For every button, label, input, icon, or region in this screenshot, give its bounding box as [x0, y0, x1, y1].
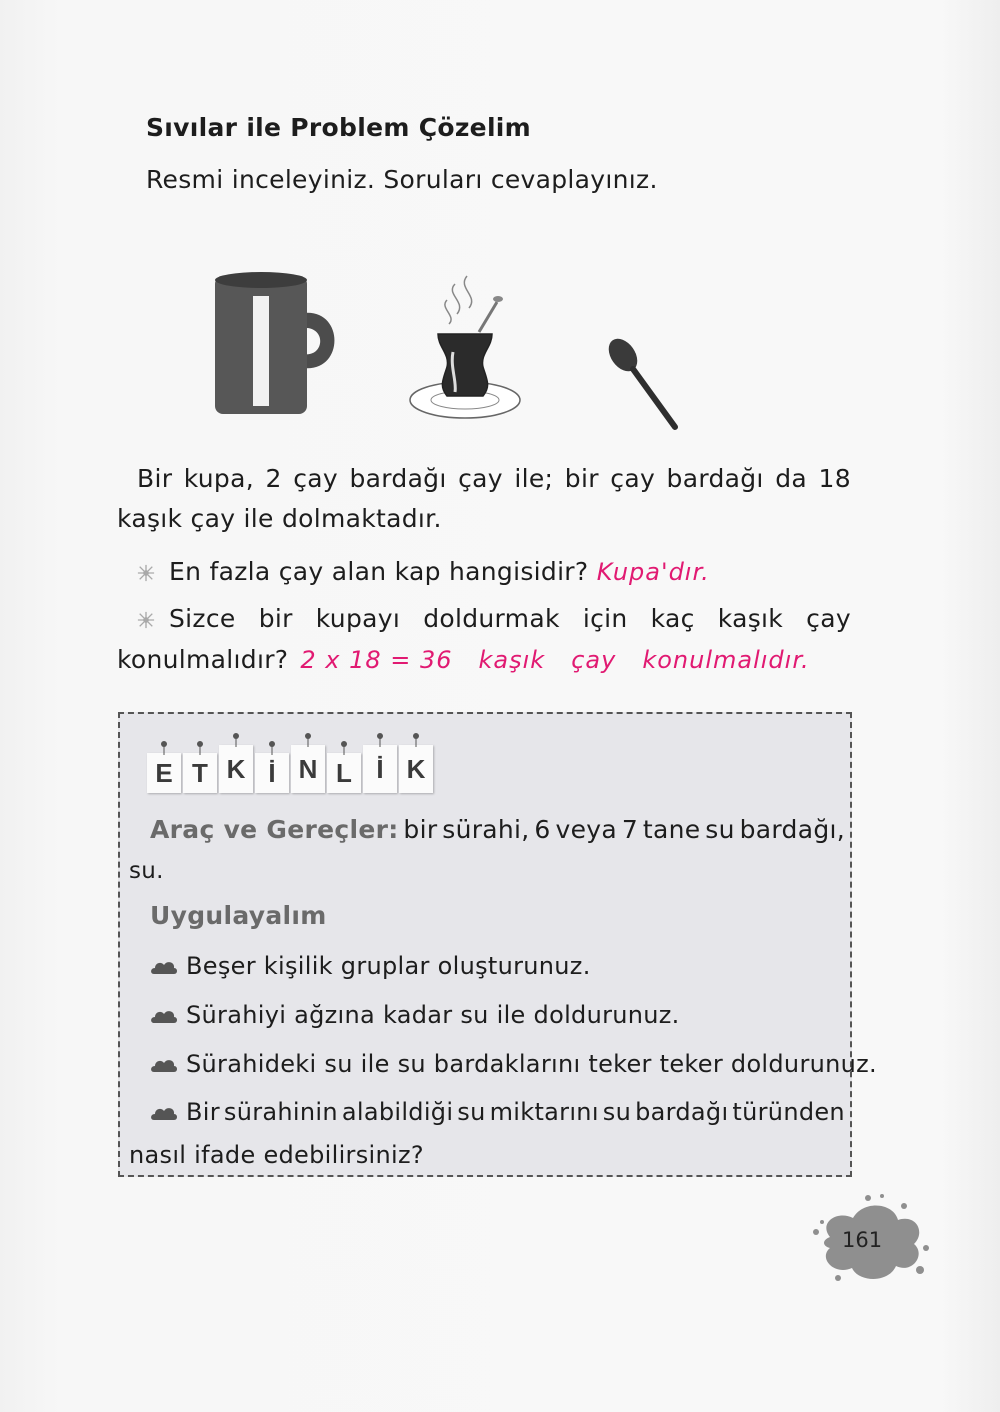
pin-icon: [161, 741, 167, 755]
step-4-first-word: [150, 1098, 220, 1126]
pin-icon: [341, 741, 347, 755]
activity-step: [150, 1050, 877, 1078]
pin-icon: [233, 733, 239, 747]
word: su: [602, 1098, 632, 1126]
activity-step: [150, 952, 591, 980]
activity-heading: [147, 737, 435, 793]
heading-letter: K: [226, 753, 246, 784]
word: sürahinin: [223, 1098, 338, 1126]
question-1: [137, 557, 710, 586]
spoon-icon: [603, 335, 683, 435]
word: için: [582, 604, 628, 633]
word: kupayı: [315, 604, 401, 633]
heading-letter-card: [255, 753, 289, 793]
question-2-answer: [300, 646, 835, 674]
heading-letter: K: [406, 753, 426, 784]
heading-letter-card: [291, 745, 325, 793]
heading-letter-card: [183, 753, 217, 793]
pin-icon: [197, 741, 203, 755]
question-2-line2: [117, 645, 836, 674]
word: veya: [555, 815, 617, 844]
word: miktarını: [489, 1098, 599, 1126]
question-2-line1: [137, 604, 851, 633]
word: bardağı: [635, 1098, 729, 1126]
heading-letter: N: [298, 753, 318, 784]
cloud-bullet-icon: [150, 958, 178, 976]
word: 7: [621, 815, 639, 844]
tools-line2: su.: [129, 858, 164, 884]
page-title: Sıvılar ile Problem Çözelim: [146, 113, 532, 142]
word: 6: [534, 815, 551, 844]
word: ile;: [514, 464, 554, 493]
activity-step: [150, 1001, 680, 1029]
word: Sizce: [169, 604, 236, 633]
heading-letter: İ: [268, 757, 276, 788]
step-text: Sürahiyi ağzına kadar su ile doldurunuz.: [186, 1001, 680, 1029]
word: 2: [265, 464, 282, 493]
tools-line1: [150, 815, 845, 844]
word: su: [705, 815, 735, 844]
heading-letter: E: [155, 757, 173, 788]
word: bardağı,: [739, 815, 845, 844]
word: bir: [564, 464, 599, 493]
heading-letter: L: [336, 757, 352, 788]
word: da: [775, 464, 807, 493]
question-1-answer: Kupa'dır.: [596, 558, 710, 586]
word: türünden: [732, 1098, 845, 1126]
word: kupa,: [183, 464, 254, 493]
tools-label: Araç ve Gereçler:: [150, 815, 399, 844]
heading-letter-card: [399, 745, 433, 793]
cloud-bullet-icon: [150, 1056, 178, 1074]
word: sürahi,: [442, 815, 530, 844]
pin-icon: [377, 733, 383, 747]
heading-letter-card: [147, 753, 181, 793]
heading-letter-card: [327, 753, 361, 793]
star-bullet-icon: [137, 564, 155, 582]
answer-word: kaşık: [478, 646, 546, 674]
word: alabildiği: [341, 1098, 454, 1126]
heading-letter-card: [363, 745, 397, 793]
word: çay: [610, 464, 656, 493]
problem-text-line2: kaşık çay ile dolmaktadır.: [117, 504, 442, 533]
pin-icon: [269, 741, 275, 755]
problem-text-line1: [137, 464, 851, 493]
mug-icon: [205, 268, 345, 418]
word: bardağı: [349, 464, 447, 493]
word: doldurmak: [423, 604, 560, 633]
cloud-bullet-icon: [150, 1104, 178, 1122]
tea-glass-icon: [405, 272, 530, 432]
word: çay: [458, 464, 503, 493]
word: tane: [642, 815, 701, 844]
answer-word: çay: [571, 646, 617, 674]
heading-letter: İ: [376, 753, 384, 784]
word: kaşık: [717, 604, 784, 633]
step-text: Sürahideki su ile su bardaklarını teker teker doldurunuz.: [186, 1050, 877, 1078]
answer-word: 2 x 18 = 36: [300, 646, 453, 674]
step-text: Beşer kişilik gruplar oluşturunuz.: [186, 952, 591, 980]
apply-title: Uygulayalım: [150, 901, 327, 930]
activity-step-4-line2: nasıl ifade edebilirsiniz?: [129, 1141, 424, 1169]
word: çay: [293, 464, 338, 493]
heading-letter-card: [219, 745, 253, 793]
word: bardağı: [666, 464, 764, 493]
word: 18: [818, 464, 851, 493]
word: bir: [258, 604, 293, 633]
question-1-text: En fazla çay alan kap hangisidir?: [169, 557, 589, 586]
question-2-first-word: [137, 604, 236, 633]
pin-icon: [413, 733, 419, 747]
answer-word: konulmalıdır.: [642, 646, 810, 674]
word: su: [457, 1098, 486, 1126]
word: çay: [806, 604, 851, 633]
cloud-bullet-icon: [150, 1007, 178, 1025]
word: bir: [403, 815, 438, 844]
word: kaç: [650, 604, 695, 633]
pin-icon: [305, 733, 311, 747]
star-bullet-icon: [137, 611, 155, 629]
word: Bir: [137, 464, 173, 493]
instruction-text: Resmi inceleyiniz. Soruları cevaplayınız.: [146, 165, 658, 194]
question-2-text-end: konulmalıdır?: [117, 645, 289, 674]
word: Bir: [186, 1098, 220, 1126]
page-number: 161: [842, 1228, 883, 1252]
activity-step-4-line1: [150, 1098, 845, 1126]
heading-letter: T: [192, 757, 208, 788]
